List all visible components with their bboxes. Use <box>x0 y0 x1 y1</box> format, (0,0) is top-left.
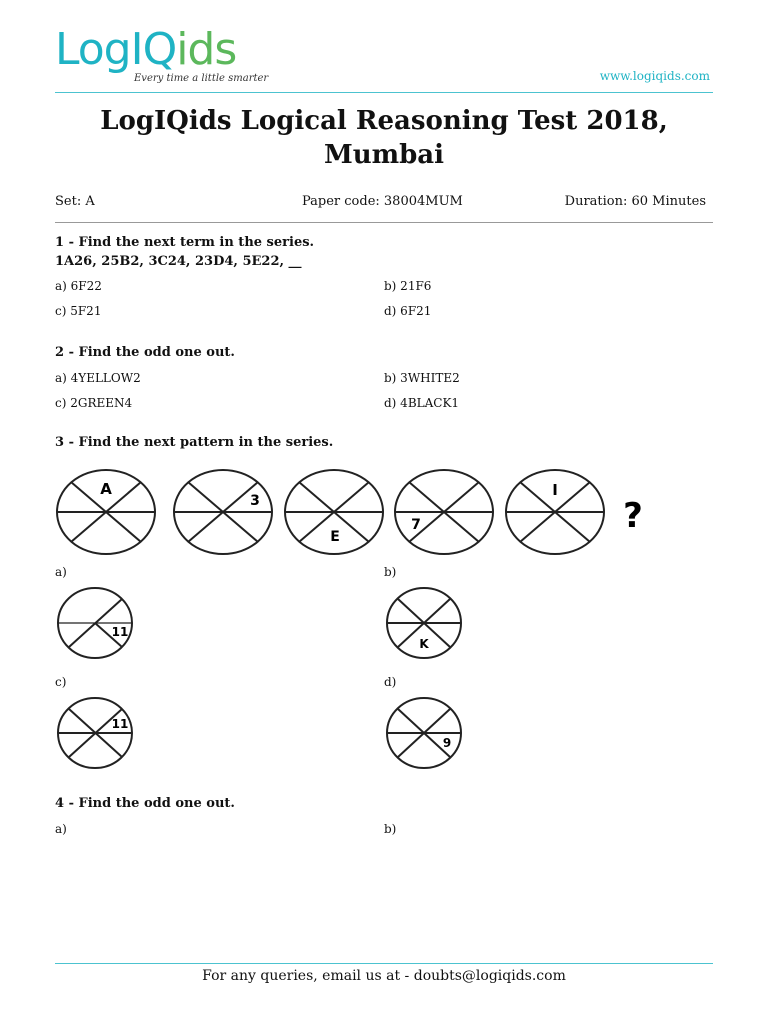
q2-title: 2 - Find the odd one out. <box>55 345 235 360</box>
q1-option-a[interactable]: a) 6F22 <box>55 279 102 293</box>
sequence-circle-2 <box>174 470 272 554</box>
q3-option-d-value: 9 <box>442 736 452 750</box>
q3-option-b-label[interactable]: b) <box>384 565 397 579</box>
sequence-label-3: E <box>330 529 340 545</box>
paper-code: Paper code: 38004MUM <box>302 194 463 209</box>
meta-divider <box>55 222 713 223</box>
q1-option-b[interactable]: b) 21F6 <box>384 279 432 293</box>
page-title: LogIQids Logical Reasoning Test 2018, Mumbai <box>100 106 668 170</box>
duration: Duration: 60 Minutes <box>564 194 706 209</box>
q3-option-c-label[interactable]: c) <box>55 675 67 689</box>
q4-title: 4 - Find the odd one out. <box>55 796 235 811</box>
header-divider <box>55 92 713 93</box>
q3-option-b-figure[interactable] <box>386 586 466 660</box>
set-label: Set: A <box>55 194 95 209</box>
q1-series: 1A26, 25B2, 3C24, 23D4, 5E22, __ <box>55 254 302 269</box>
logo-tagline: Every time a little smarter <box>134 73 269 84</box>
q1-title: 1 - Find the next term in the series. <box>55 235 315 250</box>
q3-option-c-value: 11 <box>111 717 129 731</box>
website-link[interactable]: www.logiqids.com <box>599 69 710 83</box>
sequence-label-2: 3 <box>250 493 260 509</box>
q4-option-b[interactable]: b) <box>384 822 397 836</box>
q4-option-a[interactable]: a) <box>55 822 67 836</box>
q3-option-d-figure[interactable] <box>386 696 466 770</box>
q2-option-d[interactable]: d) 4BLACK1 <box>384 396 460 410</box>
logo-text-secondary: ids <box>176 24 237 75</box>
sequence-circle-4 <box>395 470 493 554</box>
sequence-circle-1 <box>57 470 155 554</box>
q3-option-b-value: K <box>419 637 429 651</box>
q1-option-c[interactable]: c) 5F21 <box>55 304 102 318</box>
q3-title: 3 - Find the next pattern in the series. <box>55 435 334 450</box>
sequence-circle-3 <box>285 470 383 554</box>
q3-option-a-label[interactable]: a) <box>55 565 67 579</box>
q2-option-c[interactable]: c) 2GREEN4 <box>55 396 133 410</box>
q3-option-a-value: 11 <box>111 625 129 639</box>
footer-contact: For any queries, email us at - doubts@logiqids.com <box>202 968 566 984</box>
footer-divider <box>55 963 713 964</box>
sequence-label-4: 7 <box>411 517 421 533</box>
question-mark: ? <box>623 496 643 536</box>
q2-option-a[interactable]: a) 4YELLOW2 <box>55 371 141 385</box>
q3-option-d-label[interactable]: d) <box>384 675 397 689</box>
sequence-label-1: A <box>100 480 112 498</box>
logo-text-primary: LogIQ <box>55 24 177 75</box>
q3-option-a-figure[interactable] <box>56 586 136 660</box>
logo <box>55 24 237 75</box>
q3-option-c-figure[interactable] <box>56 696 136 770</box>
q1-option-d[interactable]: d) 6F21 <box>384 304 432 318</box>
q2-option-b[interactable]: b) 3WHITE2 <box>384 371 460 385</box>
q3-sequence-figure <box>50 464 660 560</box>
sequence-label-5: I <box>552 481 558 499</box>
sequence-circle-5 <box>506 470 604 554</box>
